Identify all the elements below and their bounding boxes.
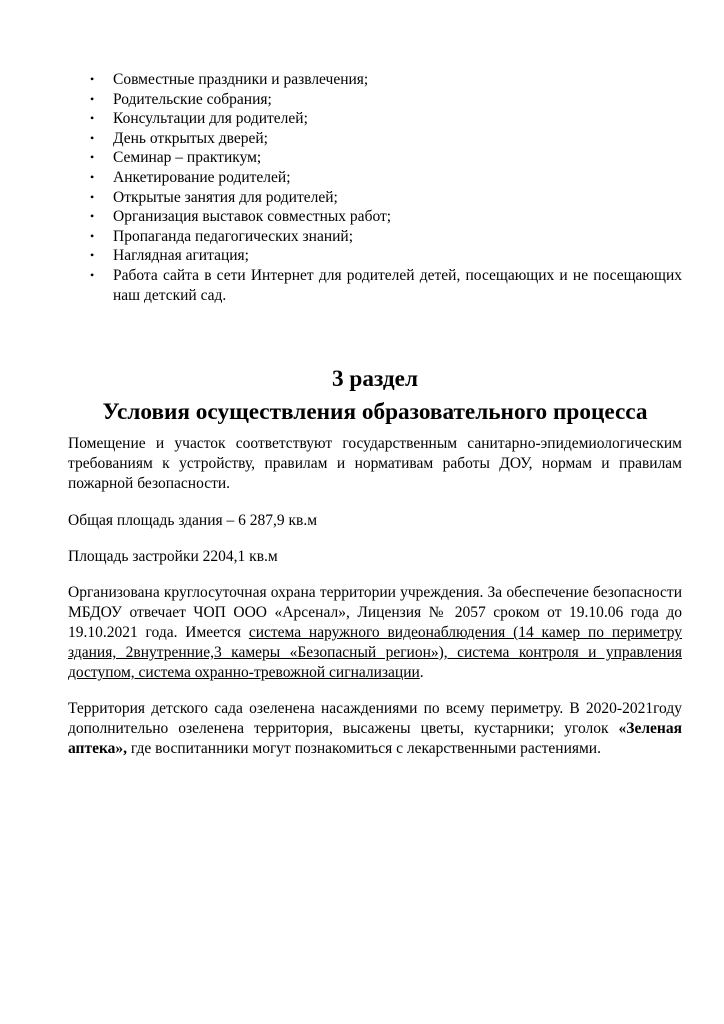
bullet-icon: • [90, 91, 95, 106]
list-item [88, 148, 682, 168]
greening-text: Территория детского сада озеленена насаждениями по всему периметру. В 2020-2021году дополнительно озеленена территория, высажены цветы, кустарники; уголок [68, 700, 682, 737]
list-item-text: Семинар – практикум; [113, 149, 262, 167]
building-area-paragraph: Общая площадь здания – 6 287,9 кв.м [68, 512, 318, 529]
security-paragraph [68, 583, 682, 683]
list-item-text: Родительские собрания; [113, 90, 272, 108]
bullet-icon: • [90, 150, 95, 165]
list-item-text: Совместные праздники и развлечения; [113, 71, 369, 88]
list-item-text: Работа сайта в сети Интернет для родителей детей, посещающих и не посещающих наш детский сад. [113, 266, 682, 304]
bullet-icon: • [90, 169, 95, 184]
bullet-icon: • [90, 228, 95, 243]
security-end-text: . [419, 664, 424, 681]
list-item [88, 129, 682, 149]
list-item [88, 70, 682, 90]
green-pharmacy-text: «Зеленая аптека», [68, 720, 682, 757]
list-item-text: День открытых дверей; [113, 129, 268, 147]
list-item-text: Наглядная агитация; [113, 247, 249, 265]
greening-paragraph [68, 699, 682, 759]
list-item [88, 227, 682, 247]
list-item-text: Открытые занятия для родителей; [113, 188, 338, 206]
parent-interaction-list [88, 70, 682, 305]
bullet-icon: • [90, 189, 95, 204]
bullet-icon: • [90, 209, 95, 224]
list-item-text: Пропаганда педагогических знаний; [113, 227, 354, 245]
bullet-icon: • [90, 111, 95, 126]
bullet-icon: • [90, 130, 95, 145]
list-item-text: Консультации для родителей; [113, 110, 308, 128]
section-number: 3 раздел [331, 366, 419, 392]
list-item-text: Организация выставок совместных работ; [113, 208, 392, 226]
security-systems-text: система наружного видеонаблюдения (14 камер по периметру здания, 2внутренние,3 камеры «Безопасный регион»), система контроля и управления доступом, система охранно-тревожной сигнализации [68, 624, 682, 681]
bullet-icon: • [90, 248, 95, 263]
premises-paragraph: Помещение и участок соответствуют государственным санитарно-эпидемиологическим требованиям к устройству, правилам и нормативам работы ДОУ, нормам и правилам пожарной безопасности. [68, 435, 682, 492]
security-text: Организована круглосуточная охрана территории учреждения. За обеспечение безопасности МБДОУ отвечает ЧОП ООО «Арсенал», Лицензия № 2057 сроком от 19.10.06 года до 19.10.2021 года. Имеется [68, 584, 682, 641]
list-item [88, 109, 682, 129]
list-item [88, 90, 682, 110]
list-item [88, 188, 682, 208]
section-title: Условия осуществления образовательного процесса [102, 399, 648, 425]
built-area-paragraph: Площадь застройки 2204,1 кв.м [68, 548, 278, 565]
list-item [88, 168, 682, 188]
list-item-text: Анкетирование родителей; [113, 168, 291, 186]
greening-end-text: где воспитанники могут познакомиться с лекарственными растениями. [127, 740, 601, 757]
list-item [88, 246, 682, 266]
list-item [88, 266, 682, 305]
list-item [88, 207, 682, 227]
bullet-icon: • [90, 72, 95, 86]
bullet-icon: • [90, 267, 95, 282]
